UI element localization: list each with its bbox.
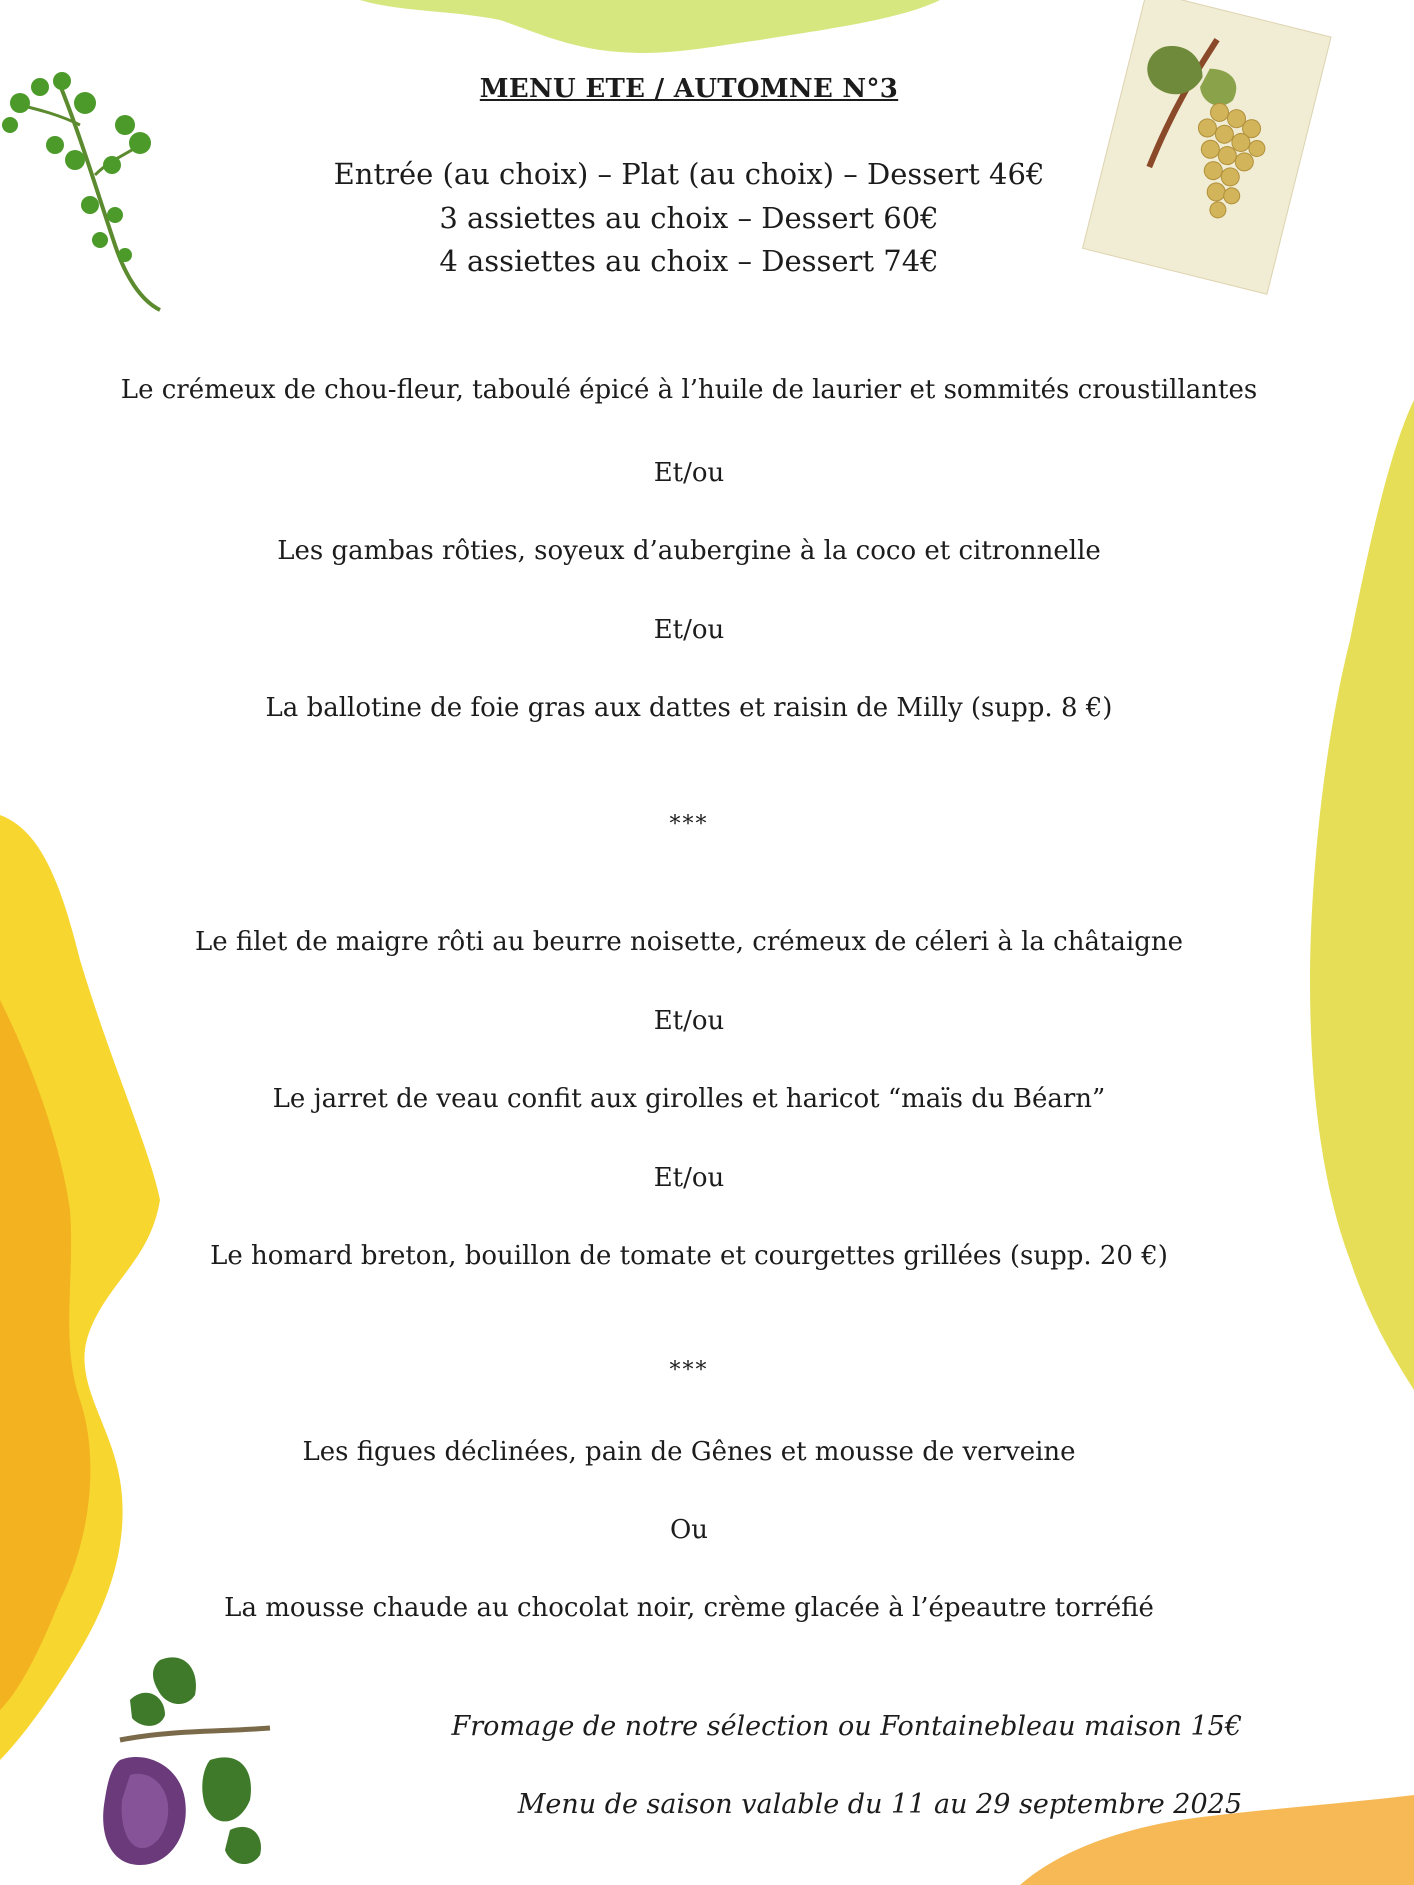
price-line: 3 assiettes au choix – Dessert 60€ <box>439 201 939 235</box>
course-divider: *** <box>669 1358 709 1383</box>
dessert-item: La mousse chaude au chocolat noir, crème glacée à l’épeautre torréfié <box>224 1593 1154 1623</box>
and-or-separator: Et/ou <box>653 615 725 645</box>
entree-item: La ballotine de foie gras aux dattes et raisin de Milly (supp. 8 €) <box>265 693 1113 723</box>
entree-item: Les gambas rôties, soyeux d’aubergine à la coco et citronnelle <box>277 536 1101 566</box>
and-or-separator: Et/ou <box>653 1006 725 1036</box>
cheese-note: Fromage de notre sélection ou Fontainebleau maison 15€ <box>451 1711 1242 1742</box>
validity-note: Menu de saison valable du 11 au 29 septembre 2025 <box>517 1789 1242 1820</box>
and-or-separator: Et/ou <box>653 1163 725 1193</box>
and-or-separator: Et/ou <box>653 458 725 488</box>
price-line: Entrée (au choix) – Plat (au choix) – Dessert 46€ <box>333 157 1045 191</box>
entree-item: Le crémeux de chou-fleur, taboulé épicé à l’huile de laurier et sommités croustillantes <box>120 375 1258 405</box>
plat-item: Le homard breton, bouillon de tomate et courgettes grillées (supp. 20 €) <box>210 1241 1168 1271</box>
fig-illustration <box>90 1640 310 1880</box>
or-separator: Ou <box>669 1515 709 1545</box>
course-divider: *** <box>669 812 709 837</box>
menu-title: MENU ETE / AUTOMNE N°3 <box>479 74 899 104</box>
plat-item: Le filet de maigre rôti au beurre noisette, crémeux de céleri à la châtaigne <box>194 927 1184 957</box>
price-line: 4 assiettes au choix – Dessert 74€ <box>439 244 939 278</box>
dessert-item: Les figues déclinées, pain de Gênes et mousse de verveine <box>302 1437 1076 1467</box>
plat-item: Le jarret de veau confit aux girolles et haricot “maïs du Béarn” <box>272 1084 1106 1114</box>
top-green-splash <box>360 0 940 53</box>
